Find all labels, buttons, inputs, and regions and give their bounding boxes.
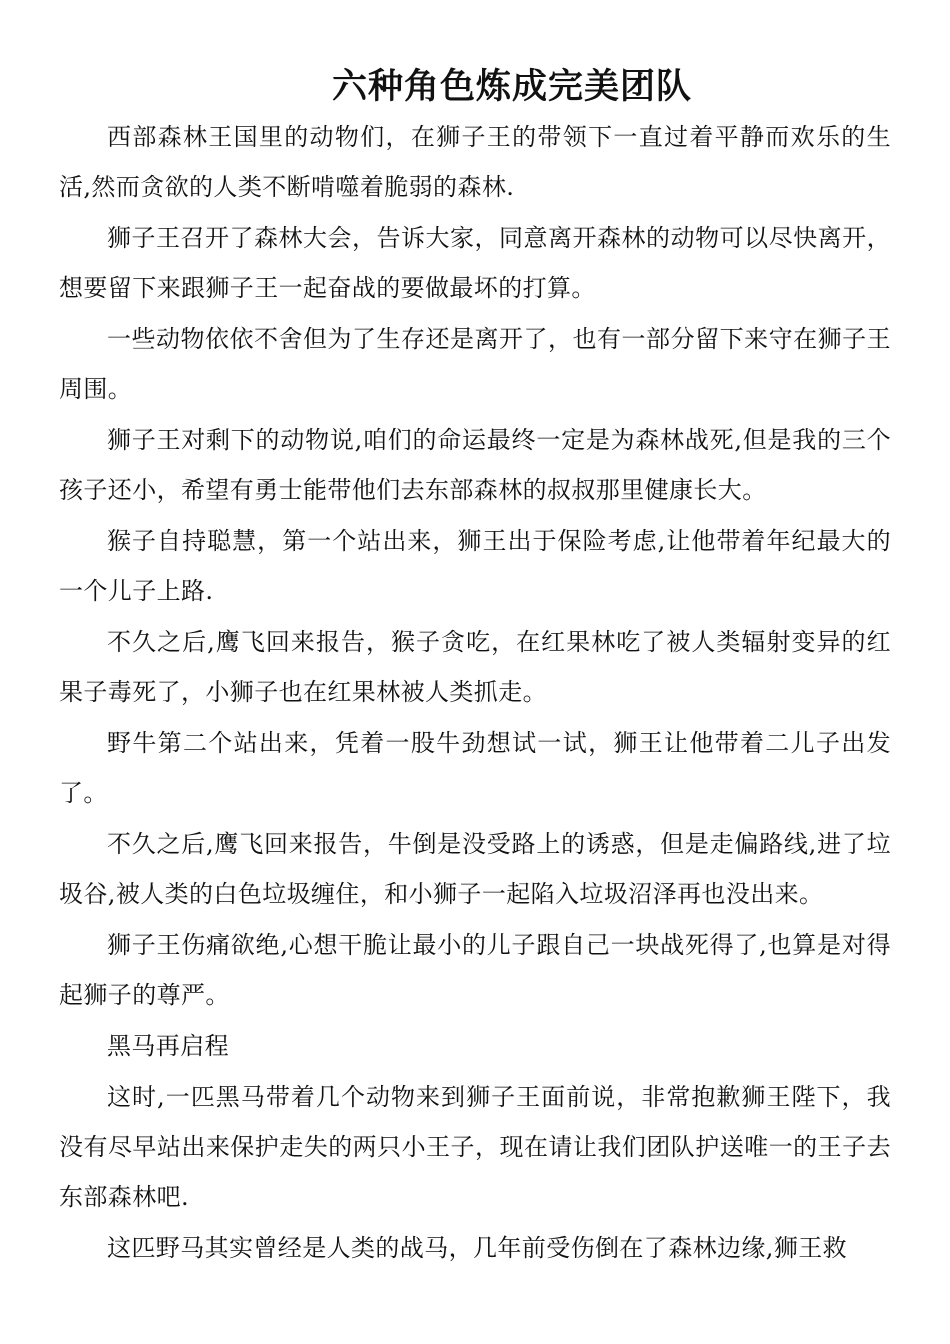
paragraph: 西部森林王国里的动物们，在狮子王的带领下一直过着平静而欢乐的生活,然而贪欲的人类不断啃噬着脆弱的森林.: [59, 123, 891, 201]
paragraph: 猴子自持聪慧，第一个站出来，狮王出于保险考虑,让他带着年纪最大的一个儿子上路.: [59, 527, 891, 605]
paragraph: 野牛第二个站出来，凭着一股牛劲想试一试，狮王让他带着二儿子出发了。: [59, 729, 891, 807]
document-title: 六种角色炼成完美团队: [331, 67, 692, 107]
paragraph: 狮子王召开了森林大会，告诉大家，同意离开森林的动物可以尽快离开，想要留下来跟狮子王一起奋战的要做最坏的打算。: [59, 224, 891, 302]
section-subheading: 黑马再启程: [107, 1032, 229, 1060]
paragraph: 不久之后,鹰飞回来报告，牛倒是没受路上的诱惑，但是走偏路线,进了垃圾谷,被人类的白色垃圾缠住，和小狮子一起陷入垃圾沼泽再也没出来。: [59, 830, 891, 908]
paragraph: 狮子王对剩下的动物说,咱们的命运最终一定是为森林战死,但是我的三个孩子还小，希望有勇士能带他们去东部森林的叔叔那里健康长大。: [59, 426, 891, 504]
paragraph: 一些动物依依不舍但为了生存还是离开了，也有一部分留下来守在狮子王周围。: [59, 325, 891, 403]
paragraph: 狮子王伤痛欲绝,心想干脆让最小的儿子跟自己一块战死得了,也算是对得起狮子的尊严。: [59, 931, 891, 1009]
document-body: [59, 112, 891, 1274]
paragraph: 这时,一匹黑马带着几个动物来到狮子王面前说，非常抱歉狮王陛下，我没有尽早站出来保护走失的两只小王子，现在请让我们团队护送唯一的王子去东部森林吧.: [59, 1083, 891, 1211]
paragraph: 不久之后,鹰飞回来报告，猴子贪吃，在红果林吃了被人类辐射变异的红果子毒死了，小狮子也在红果林被人类抓走。: [59, 628, 891, 706]
paragraph: 这匹野马其实曾经是人类的战马，几年前受伤倒在了森林边缘,狮王救: [107, 1234, 848, 1262]
